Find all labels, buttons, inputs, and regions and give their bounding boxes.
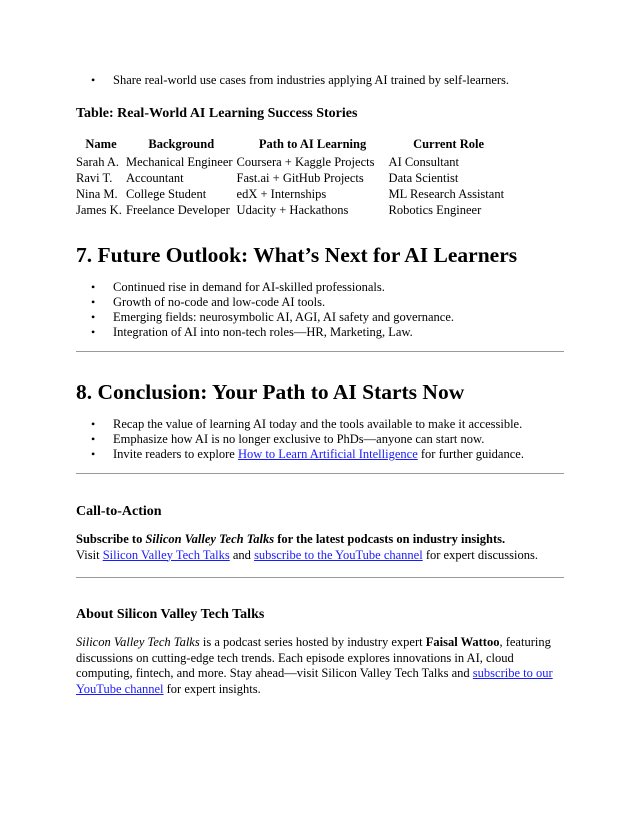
youtube-subscribe-link[interactable]: subscribe to the YouTube channel [254,547,423,562]
table-row [76,170,509,186]
table-title: Table: Real-World AI Learning Success Stories [76,106,358,121]
table-cell: Mechanical Engineer [126,155,233,169]
table-cell: Fast.ai + GitHub Projects [236,171,364,185]
cta-text: Subscribe to [76,532,146,546]
about-heading: About Silicon Valley Tech Talks [76,607,265,622]
silicon-valley-tech-talks-link[interactable]: Silicon Valley Tech Talks [102,547,230,562]
table-cell: AI Consultant [388,155,460,169]
section7-bullet-list [76,280,564,340]
section-divider [76,473,564,474]
table-cell: Robotics Engineer [388,203,482,217]
table-row [76,202,509,218]
podcast-name: Silicon Valley Tech Talks [76,635,200,649]
list-item: • Emphasize how AI is no longer exclusive to PhDs—anyone can start now. [76,432,564,447]
table-cell: ML Research Assistant [388,187,505,201]
about-paragraph [76,635,564,697]
table-cell: James K. [76,203,122,217]
list-item: • Continued rise in demand for AI-skilled professionals. [76,280,564,295]
cta-subscribe-text [76,532,505,546]
table-header: Path to AI Learning [258,137,367,151]
table-cell: Data Scientist [388,171,459,185]
section7-title: 7. Future Outlook: What’s Next for AI Learners [76,243,518,267]
table-header: Name [85,137,117,151]
table-cell: Udacity + Hackathons [236,203,349,217]
list-item: • Share real-world use cases from industries applying AI trained by self-learners. [76,73,564,88]
about-text: is a podcast series hosted by industry expert [199,635,426,649]
table-header: Background [148,137,215,151]
podcast-name: Silicon Valley Tech Talks [145,532,275,546]
cta-text: for the latest podcasts on industry insights. [274,532,506,546]
table-cell: Freelance Developer [126,203,230,217]
how-to-learn-ai-link[interactable]: How to Learn Artificial Intelligence [237,447,418,461]
list-item: • Emerging fields: neurosymbolic AI, AGI, AI safety and governance. [76,310,564,325]
list-item [76,447,564,462]
cta-paragraph [76,532,564,563]
table-header-row [76,137,509,154]
host-name: Faisal Wattoo [425,635,500,649]
table-cell: Sarah A. [76,155,120,169]
success-stories-table [76,137,509,218]
cta-text: for expert discussions. [422,547,538,562]
list-item: • Growth of no-code and low-code AI tools. [76,295,564,310]
table-cell: Ravi T. [76,171,113,185]
list-item: • Recap the value of learning AI today and the tools available to make it accessible. [76,417,564,432]
table-header: Current Role [413,137,485,151]
section-divider [76,577,564,578]
cta-text: Visit [76,547,103,562]
section8-title: 8. Conclusion: Your Path to AI Starts Now [76,380,465,404]
table-cell: College Student [126,187,207,201]
section-divider [76,351,564,352]
section8-bullet-list [76,417,564,462]
bullet-text: Invite readers to explore [113,447,238,461]
top-bullet-list [76,73,564,88]
table-cell: Nina M. [76,187,118,201]
table-cell: Coursera + Kaggle Projects [236,155,375,169]
table-row [76,186,509,202]
table-row [76,154,509,170]
cta-text: and [229,547,255,562]
table-cell: Accountant [126,171,184,185]
cta-heading: Call-to-Action [76,504,162,519]
about-text: for expert insights. [163,681,261,696]
bullet-text: for further guidance. [417,447,524,461]
table-cell: edX + Internships [236,187,327,201]
about-text: , featuring discussions on cutting-edge tech trends. Each episode explores innovations in AI, cloud computing, fintech, and more. Stay ahead—visit Silicon Valley Tech Talks and [76,635,551,680]
youtube-channel-link[interactable]: subscribe to our YouTube channel [76,666,553,696]
list-item: • Integration of AI into non-tech roles—HR, Marketing, Law. [76,325,564,340]
